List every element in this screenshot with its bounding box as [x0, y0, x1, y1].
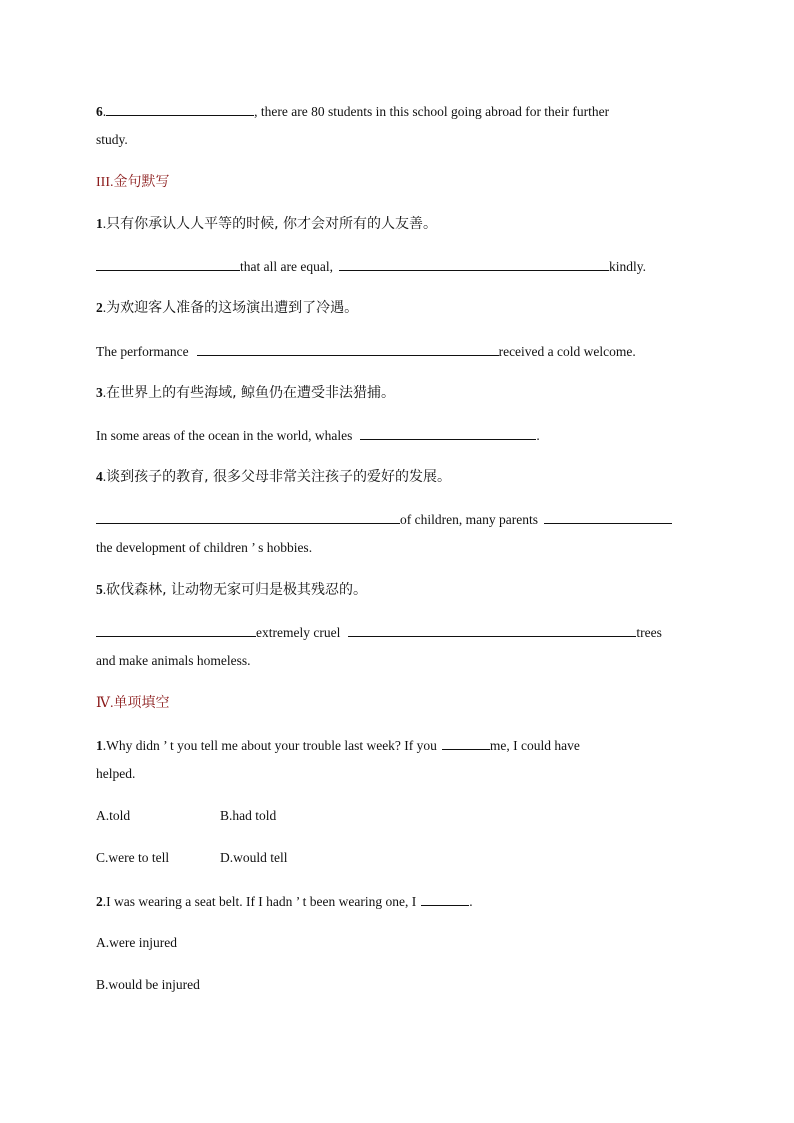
answer-blank[interactable] — [96, 623, 256, 637]
section-title: 单项填空 — [113, 695, 170, 711]
jinju-4-english-line-2 — [96, 539, 698, 557]
sentence-fragment: extremely cruel — [256, 625, 341, 640]
sentence-fragment: In some areas of the ocean in the world, whales — [96, 428, 353, 443]
answer-blank[interactable] — [96, 510, 400, 524]
question-text: helped. — [96, 766, 136, 781]
sentence-fragment: that all are equal, — [240, 259, 333, 274]
mc-question-1-line-2 — [96, 765, 698, 783]
question-number: 1 — [96, 738, 103, 753]
jinju-5-english-line-2 — [96, 652, 698, 670]
question-number: 3 — [96, 385, 103, 400]
jinju-5-chinese: 5.砍伐森林, 让动物无家可归是极其残忍的。 — [96, 582, 368, 598]
sentence-fragment: received a cold welcome. — [498, 344, 636, 359]
answer-blank[interactable] — [421, 892, 469, 906]
answer-blank[interactable] — [96, 257, 240, 271]
question-text: .I was wearing a seat belt. If I hadn ’ t been wearing one, I — [102, 894, 417, 909]
option-b[interactable]: B.would be injured — [96, 977, 200, 992]
section-heading-4 — [96, 694, 698, 713]
jinju-3-chinese: 3.在世界上的有些海域, 鲸鱼仍在遭受非法猎捕。 — [96, 385, 396, 401]
section-heading-3 — [96, 173, 698, 192]
question-number: 2 — [96, 300, 103, 315]
sentence-fragment: and make animals homeless. — [96, 653, 251, 668]
question-text: , there are 80 students in this school going abroad for their further — [254, 104, 610, 119]
sentence-fragment: trees — [636, 625, 662, 640]
answer-blank[interactable] — [348, 623, 636, 637]
sentence-fragment: kindly. — [608, 259, 646, 274]
mc-question-2-option-b — [96, 976, 698, 994]
jinju-4-chinese: 4.谈到孩子的教育, 很多父母非常关注孩子的爱好的发展。 — [96, 469, 452, 485]
jinju-2-english — [96, 342, 698, 361]
mc-question-2-line-1 — [96, 892, 698, 911]
question-number: 4 — [96, 469, 103, 484]
mc-question-1-line-1 — [96, 736, 698, 755]
sentence-fragment: . — [536, 428, 540, 443]
jinju-5-english-line-1 — [96, 623, 698, 642]
question-text: . — [469, 894, 473, 909]
section-roman: Ⅳ. — [96, 696, 114, 711]
option-c[interactable]: C.were to tell — [96, 850, 170, 865]
chinese-sentence: 砍伐森林, 让动物无家可归是极其残忍的。 — [106, 582, 368, 598]
jinju-3-english — [96, 426, 698, 445]
question-number: 2 — [96, 894, 103, 909]
answer-blank[interactable] — [339, 257, 609, 271]
sentence-fragment: The performance — [96, 344, 189, 359]
jinju-2-chinese: 2.为欢迎客人准备的这场演出遭到了冷遇。 — [96, 300, 359, 316]
question-number: 1 — [96, 216, 103, 231]
question-text: .Why didn ’ t you tell me about your trouble last week? If you — [102, 738, 437, 753]
jinju-1-chinese: 1.只有你承认人人平等的时候, 你才会对所有的人友善。 — [96, 216, 438, 232]
section-title: 金句默写 — [113, 174, 170, 190]
question-text: study. — [96, 132, 128, 147]
mc-question-1-options-row-2 — [96, 849, 698, 867]
mc-question-2-option-a — [96, 934, 698, 952]
mc-question-1-options-row-1 — [96, 807, 698, 825]
chinese-sentence: 谈到孩子的教育, 很多父母非常关注孩子的爱好的发展。 — [106, 469, 452, 485]
chinese-sentence: 为欢迎客人准备的这场演出遭到了冷遇。 — [106, 300, 359, 316]
answer-blank[interactable] — [197, 342, 499, 356]
option-b[interactable]: B.had told — [220, 808, 277, 823]
question-6-line-2 — [96, 131, 698, 149]
chinese-sentence: 只有你承认人人平等的时候, 你才会对所有的人友善。 — [106, 216, 438, 232]
option-a[interactable]: A.told — [96, 808, 131, 823]
question-6-line-1: 6. , there are 80 students in this school going abroad for their further — [96, 104, 610, 119]
option-a[interactable]: A.were injured — [96, 935, 177, 950]
jinju-1-english — [96, 257, 698, 276]
answer-blank[interactable] — [544, 510, 672, 524]
question-number: 6 — [96, 104, 103, 119]
question-text: me, I could have — [489, 738, 580, 753]
question-number: 5 — [96, 582, 103, 597]
answer-blank[interactable] — [360, 426, 536, 440]
option-d[interactable]: D.would tell — [220, 850, 288, 865]
sentence-fragment: the development of children ’ s hobbies. — [96, 540, 313, 555]
answer-blank[interactable] — [106, 102, 254, 116]
sentence-fragment: of children, many parents — [400, 512, 538, 527]
section-roman: III. — [96, 175, 114, 190]
jinju-4-english-line-1 — [96, 510, 698, 529]
chinese-sentence: 在世界上的有些海域, 鲸鱼仍在遭受非法猎捕。 — [106, 385, 396, 401]
answer-blank[interactable] — [442, 736, 490, 750]
